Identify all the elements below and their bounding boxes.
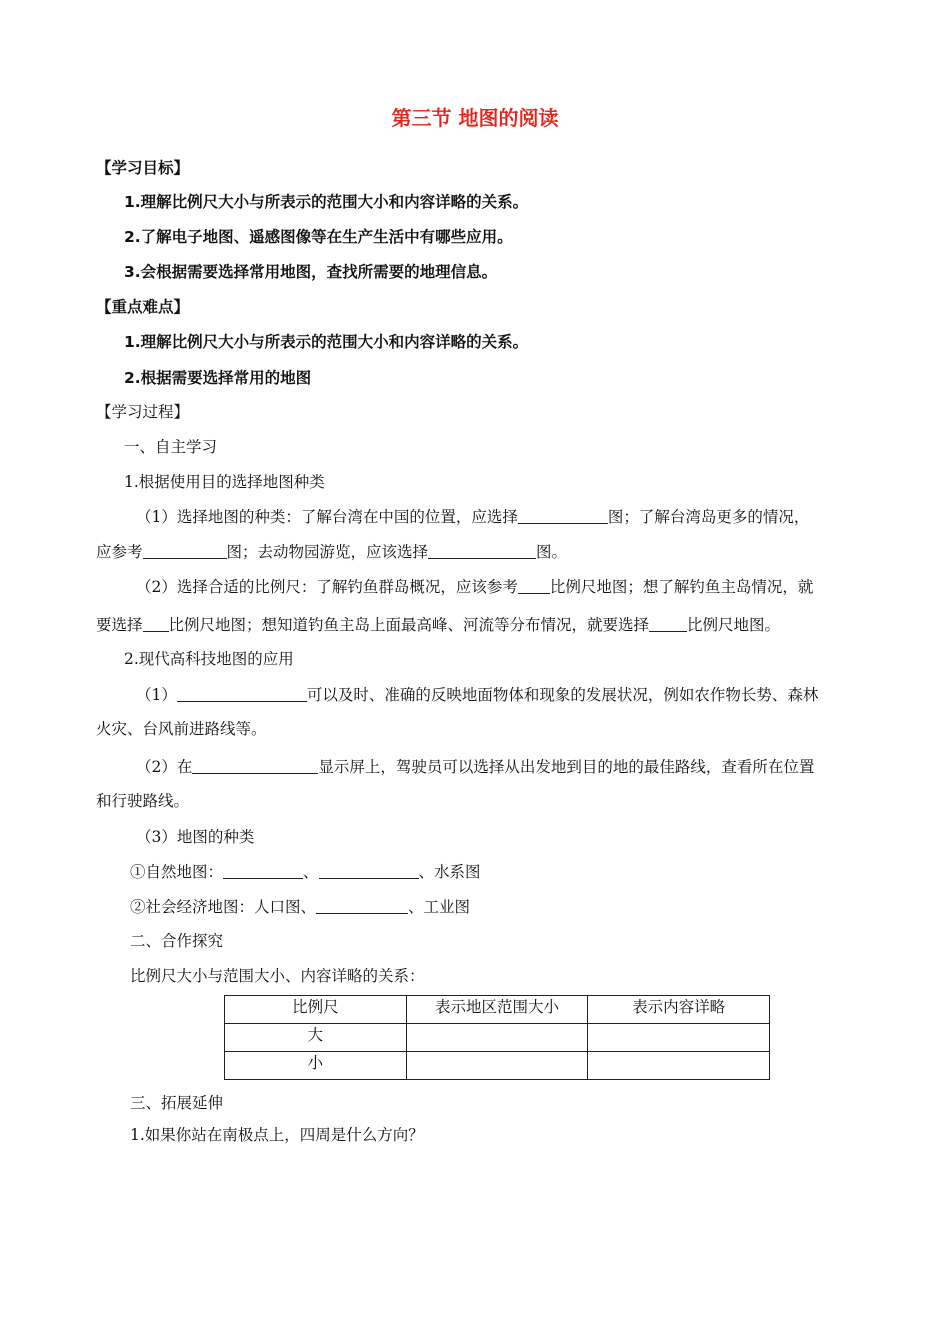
table-header-row (225, 996, 770, 1024)
answer-blank[interactable] (518, 577, 550, 594)
answer-blank[interactable] (223, 862, 303, 879)
table-row (225, 1024, 770, 1052)
page-title: 第三节 地图的阅读 (391, 106, 559, 130)
answer-blank[interactable] (649, 615, 687, 632)
key-point-item: 1.理解比例尺大小与所表示的范围大小和内容详略的关系。 (124, 333, 529, 351)
table-header-cell: 表示内容详略 (588, 996, 770, 1024)
table-cell[interactable] (406, 1024, 588, 1052)
question-line: ②社会经济地图：人口图、 、工业图 (130, 898, 471, 916)
subsection-heading: 1.根据使用目的选择地图种类 (124, 473, 325, 491)
answer-blank[interactable] (143, 542, 227, 559)
question-line: （1）选择地图的种类：了解台湾在中国的位置，应选择 图；了解台湾岛更多的情况， (136, 508, 810, 526)
table-cell[interactable] (588, 1052, 770, 1080)
scale-table (224, 995, 770, 1080)
table-header-cell: 比例尺 (225, 996, 407, 1024)
question-line-cont: 和行驶路线。 (96, 792, 190, 810)
question-line: ①自然地图： 、 、水系图 (130, 863, 481, 881)
objectives-heading: 【学习目标】 (96, 159, 190, 177)
key-point-item: 2.根据需要选择常用的地图 (124, 369, 312, 387)
question-line-cont: 火灾、台风前进路线等。 (96, 720, 267, 738)
question-line: （2）在 显示屏上，驾驶员可以选择从出发地到目的地的最佳路线，查看所在位置 (136, 758, 815, 776)
objective-item: 1.理解比例尺大小与所表示的范围大小和内容详略的关系。 (124, 193, 529, 211)
answer-blank[interactable] (177, 685, 307, 702)
table-cell: 小 (225, 1052, 407, 1080)
question-line: 1.如果你站在南极点上，四周是什么方向？ (130, 1126, 424, 1144)
process-heading: 【学习过程】 (96, 403, 190, 421)
answer-blank[interactable] (192, 757, 318, 774)
section-heading-2: 二、合作探究 (130, 932, 224, 950)
answer-blank[interactable] (143, 615, 169, 632)
answer-blank[interactable] (316, 897, 408, 914)
answer-blank[interactable] (518, 507, 608, 524)
objective-item: 2.了解电子地图、遥感图像等在生产生活中有哪些应用。 (124, 228, 513, 246)
objective-item: 3.会根据需要选择常用地图，查找所需要的地理信息。 (124, 263, 498, 281)
question-line: （1） 可以及时、准确的反映地面物体和现象的发展状况，例如农作物长势、森林 (136, 686, 819, 704)
question-line: （3）地图的种类 (136, 828, 255, 846)
table-row (225, 1052, 770, 1080)
answer-blank[interactable] (319, 862, 419, 879)
key-points-heading: 【重点难点】 (96, 298, 190, 316)
table-cell[interactable] (588, 1024, 770, 1052)
answer-blank[interactable] (428, 542, 536, 559)
subsection-heading: 2.现代高科技地图的应用 (124, 650, 294, 668)
question-line: 应参考 图；去动物园游览，应该选择 图。 (96, 543, 568, 561)
table-header-cell: 表示地区范围大小 (406, 996, 588, 1024)
section-heading-3: 三、拓展延伸 (130, 1094, 224, 1112)
question-line: 要选择 比例尺地图；想知道钓鱼主岛上面最高峰、河流等分布情况，就要选择 比例尺地图。 (96, 616, 781, 634)
table-cell: 大 (225, 1024, 407, 1052)
table-cell[interactable] (406, 1052, 588, 1080)
section-heading-1: 一、自主学习 (124, 438, 218, 456)
table-intro: 比例尺大小与范围大小、内容详略的关系： (130, 967, 425, 985)
question-line: （2）选择合适的比例尺：了解钓鱼群岛概况，应该参考 比例尺地图；想了解钓鱼主岛情况，就 (136, 578, 814, 596)
